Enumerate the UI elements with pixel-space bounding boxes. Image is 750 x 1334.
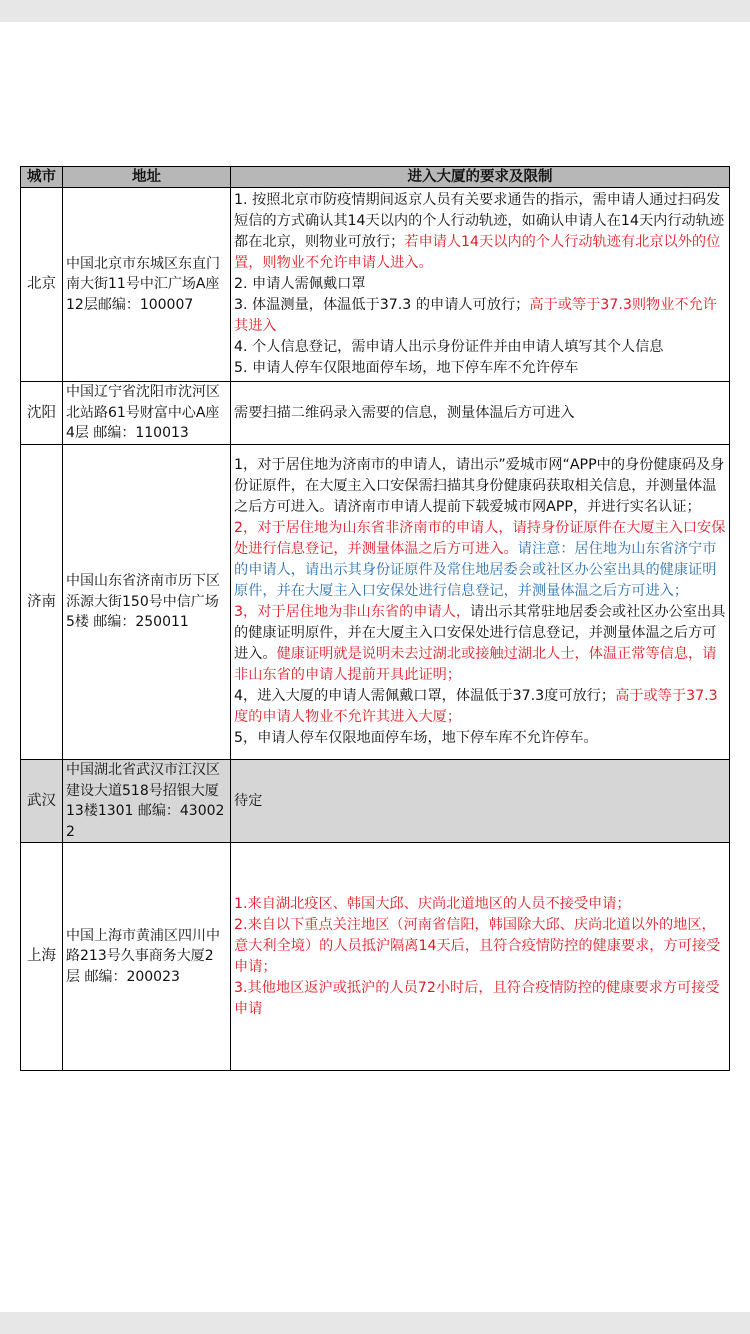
top-margin-band	[0, 0, 750, 22]
requirement-item: 2，对于居住地为山东省非济南市的申请人，请持身份证原件在大厦主入口安保处进行信息登记，并测量体温之后方可进入。请注意：居住地为山东省济宁市的申请人，请出示其身份证原件及常住地居委会或社区办公室出具的健康证明原件，并在大厦主入口安保处进行信息登记，并测量体温之后方可进入；	[234, 520, 726, 599]
requirement-item: 1，对于居住地为济南市的申请人，请出示”爱城市网“APP中的身份健康码及身份证原件，在大厦主入口安保需扫描其身份健康码获取相关信息，并测量体温之后方可进入。请济南市申请人提前下载爱城市网APP，并进行实名认证；	[234, 457, 725, 515]
address-cell: 中国辽宁省沈阳市沈河区北站路61号财富中心A座4层 邮编：110013	[63, 382, 231, 445]
address-cell: 中国上海市黄浦区四川中路213号久事商务大厦2层 邮编：200023	[63, 843, 231, 1071]
city-cell: 沈阳	[21, 382, 63, 445]
header-address: 地址	[63, 167, 231, 188]
address-cell: 中国山东省济南市历下区泺源大街150号中信广场5楼 邮编：250011	[63, 445, 231, 760]
requirement-item: 4，进入大厦的申请人需佩戴口罩，体温低于37.3度可放行；高于或等于37.3度的申请人物业不允许其进入大厦；	[234, 688, 718, 725]
requirements-cell	[231, 188, 730, 382]
requirement-item: 1.来自湖北疫区、韩国大邱、庆尚北道地区的人员不接受申请；	[234, 895, 631, 912]
bottom-margin-band	[0, 1312, 750, 1334]
requirement-item: 3，对于居住地为非山东省的申请人，请出示其常驻地居委会或社区办公室出具的健康证明原件，并在大厦主入口安保处进行信息登记，并测量体温之后方可进入。健康证明就是说明未去过湖北或接触过湖北人士，体温正常等信息，请非山东省的申请人提前开具此证明；	[234, 604, 726, 683]
address-cell: 中国北京市东城区东直门南大街11号中汇广场A座12层邮编：100007	[63, 188, 231, 382]
row-wuhan	[21, 760, 730, 843]
header-row	[21, 167, 730, 188]
row-jinan	[21, 445, 730, 760]
requirement-item: 4. 个人信息登记，需申请人出示身份证件并由申请人填写其个人信息	[234, 339, 664, 355]
row-shenyang	[21, 382, 730, 445]
city-cell: 上海	[21, 843, 63, 1071]
header-city: 城市	[21, 167, 63, 188]
requirement-item: 2. 申请人需佩戴口罩	[234, 276, 366, 292]
requirement-item: 2.来自以下重点关注地区（河南省信阳，韩国除大邱、庆尚北道以外的地区，意大利全境）的人员抵沪隔离14天后，且符合疫情防控的健康要求，方可接受申请；	[234, 916, 721, 975]
requirements-cell	[231, 445, 730, 760]
header-requirements: 进入大厦的要求及限制	[231, 167, 730, 188]
city-cell: 济南	[21, 445, 63, 760]
requirement-item: 5，申请人停车仅限地面停车场，地下停车库不允许停车。	[234, 730, 598, 746]
requirements-cell	[231, 843, 730, 1071]
requirement-item: 5. 申请人停车仅限地面停车场，地下停车库不允许停车	[234, 360, 579, 376]
address-cell: 中国湖北省武汉市江汉区建设大道518号招银大厦13楼1301 邮编：430022	[63, 760, 231, 843]
requirement-item: 1. 按照北京市防疫情期间返京人员有关要求通告的指示，需申请人通过扫码发短信的方式确认其14天以内的个人行动轨迹，如确认申请人在14天内行动轨迹都在北京，则物业可放行；若申请人14天以内的个人行动轨迹有北京以外的位置，则物业不允许申请人进入。	[234, 192, 725, 271]
requirements-cell: 需要扫描二维码录入需要的信息，测量体温后方可进入	[231, 382, 730, 445]
requirement-item: 3. 体温测量，体温低于37.3 的申请人可放行；高于或等于37.3则物业不允许其进入	[234, 297, 717, 334]
requirements-cell: 待定	[231, 760, 730, 843]
requirement-item: 3.其他地区返沪或抵沪的人员72小时后，且符合疫情防控的健康要求方可接受申请	[234, 979, 720, 1017]
city-cell: 北京	[21, 188, 63, 382]
row-beijing	[21, 188, 730, 382]
row-shanghai	[21, 843, 730, 1071]
building-entry-policy-table	[20, 166, 730, 1071]
city-cell: 武汉	[21, 760, 63, 843]
